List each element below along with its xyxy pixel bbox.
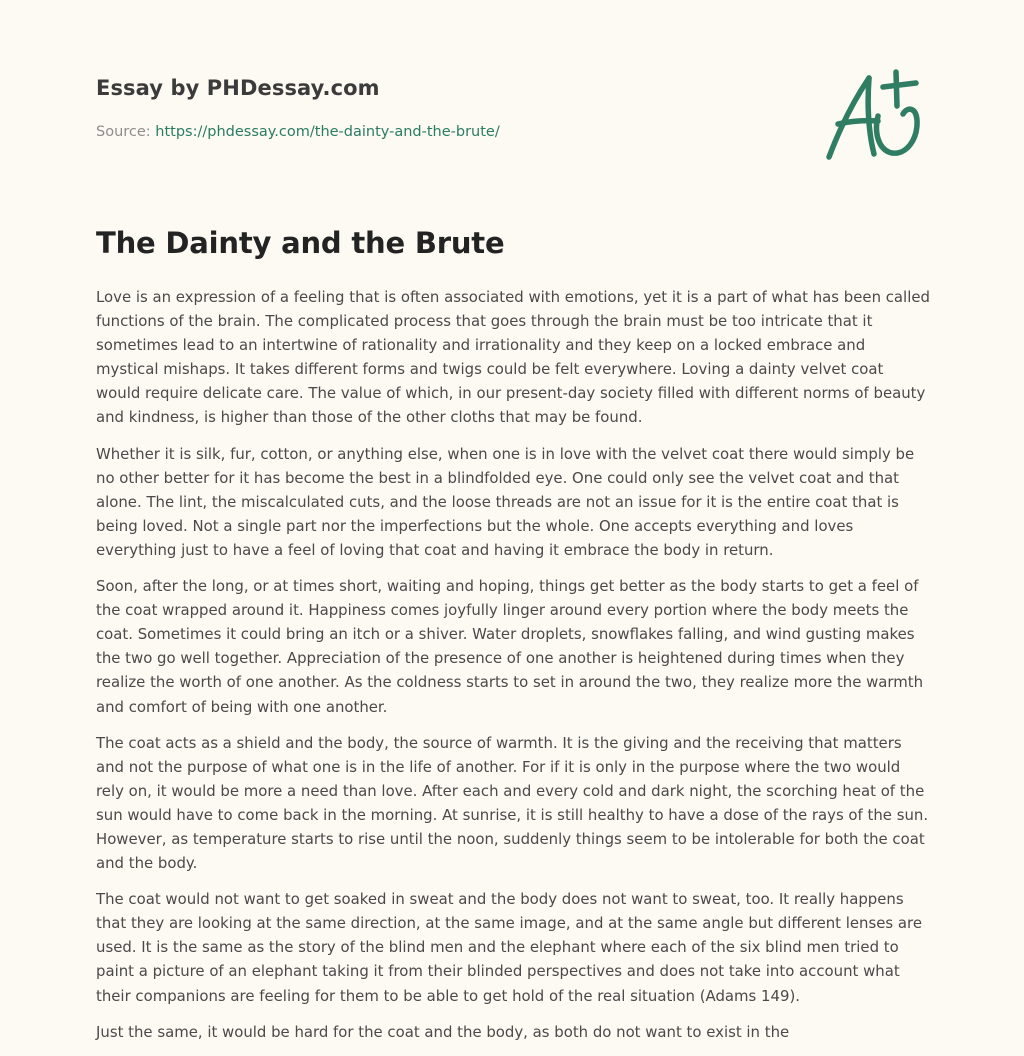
a-plus-grade-icon xyxy=(820,64,930,168)
essay-paragraph: Whether it is silk, fur, cotton, or anything else, when one is in love with the velvet coat there would simply be no other better for it has become the best in a blindfolded eye. One could only see the velvet coat and that alone. The lint, the miscalculated cuts, and the loose threads are not an issue for it is the entire coat that is being loved. Not a single part nor the imperfections but the whole. One accepts everything and loves everything just to have a feel of loving that coat and having it embrace the body in return. xyxy=(96,444,915,559)
essay-paragraph: Love is an expression of a feeling that is often associated with emotions, yet it is a part of what has been called functions of the brain. The complicated process that goes through the brain must be too intricate that it sometimes lead to an intertwine of rationality and irrationality and they keep on a locked embrace and mystical mishaps. It takes different forms and twigs could be felt everywhere. Loving a dainty velvet coat would require delicate care. The value of which, in our present-day society filled with different norms of beauty and kindness, is higher than those of the other cloths that may be found. xyxy=(96,288,930,427)
source-link[interactable]: https://phdessay.com/the-dainty-and-the-brute/ xyxy=(155,124,500,140)
source-label: Source: xyxy=(96,124,156,140)
essay-paragraph: Just the same, it would be hard for the coat and the body, as both do not want to exist in the xyxy=(96,1022,790,1041)
essay-paragraph: The coat acts as a shield and the body, the source of warmth. It is the giving and the receiving that matters and not the purpose of what one is in the life of another. For if it is only in the purpose where the two would rely on, it would be more a need than love. After each and every cold and dark night, the scorching heat of the sun would have to come back in the morning. At sunrise, it is still healthy to have a dose of the rays of the sun. However, as temperature starts to rise until the noon, suddenly things seem to be intolerable for both the coat and the body. xyxy=(96,733,929,873)
essay-header xyxy=(96,76,796,140)
essay-body xyxy=(96,285,932,1056)
source-line xyxy=(96,124,796,140)
essay-paragraph: The coat would not want to get soaked in sweat and the body does not want to sweat, too. It really happens that they are looking at the same direction, at the same image, and at the same angle but different lenses are used. It is the same as the story of the blind men and the elephant where each of the six blind men tried to paint a picture of an elephant taking it from their blinded perspectives and does not take into account what their companions are feeling for them to be able to get hold of the real situation (Adams 149). xyxy=(96,890,922,1005)
essay-paragraph: Soon, after the long, or at times short, waiting and hoping, things get better as the body starts to get a feel of the coat wrapped around it. Happiness comes joyfully linger around every portion where the body meets the coat. Sometimes it could bring an itch or a shiver. Water droplets, snowflakes falling, and wind gusting makes the two go well together. Appreciation of the presence of one another is heightened during times when they realize the worth of one another. As the coldness starts to set in around the two, they realize more the warmth and comfort of being with one another. xyxy=(96,577,924,716)
essay-title: The Dainty and the Brute xyxy=(96,226,505,260)
site-brand: Essay by PHDessay.com xyxy=(96,76,380,100)
